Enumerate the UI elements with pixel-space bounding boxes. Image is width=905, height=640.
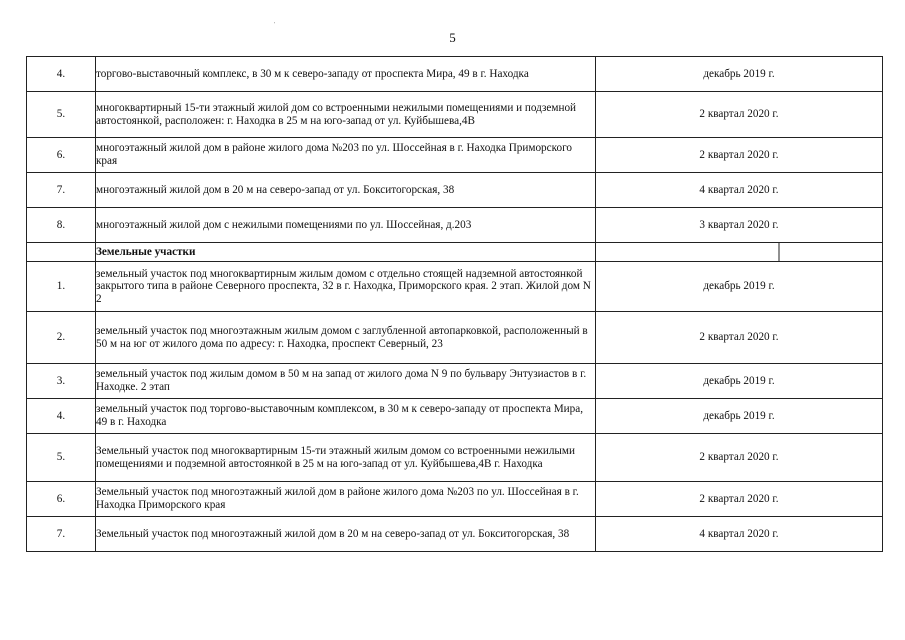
row-deadline: 2 квартал 2020 г. [596,92,883,138]
row-description: земельный участок под многоквартирным жилым домом с отдельно стоящей надземной автостоянкой закрытого типа в районе Северного проспекта, 32 в г. Находка, Приморского края. 2 этап. Жилой дом N 2 [96,262,596,312]
row-number: 5. [27,92,96,138]
row-number: 1. [27,262,96,312]
row-deadline: 2 квартал 2020 г. [596,434,883,482]
row-deadline: 2 квартал 2020 г. [596,312,883,364]
row-number: 8. [27,208,96,243]
table-row [27,208,883,243]
row-deadline: 4 квартал 2020 г. [596,517,883,552]
table-row [27,399,883,434]
row-number: 6. [27,138,96,173]
row-number: 4. [27,57,96,92]
table-row [27,138,883,173]
row-number: 6. [27,482,96,517]
row-deadline: декабрь 2019 г. [596,57,883,92]
table-row [27,92,883,138]
row-number: 4. [27,399,96,434]
table-row [27,517,883,552]
row-deadline: 2 квартал 2020 г. [596,138,883,173]
row-description: земельный участок под жилым домом в 50 м на запад от жилого дома N 9 по бульвару Энтузиастов в г. Находке. 2 этап [96,364,596,399]
section-header-row [27,243,883,262]
row-description: Земельный участок под многоэтажный жилой дом в районе жилого дома №203 по ул. Шоссейная в г. Находка Приморского края [96,482,596,517]
table-row [27,173,883,208]
row-description: земельный участок под торгово-выставочным комплексом, в 30 м к северо-западу от проспекта Мира, 49 в г. Находка [96,399,596,434]
row-deadline: 2 квартал 2020 г. [596,482,883,517]
row-number: 2. [27,312,96,364]
row-deadline: декабрь 2019 г. [596,399,883,434]
row-description: многоэтажный жилой дом в 20 м на северо-запад от ул. Бокситогорская, 38 [96,173,596,208]
row-number: 5. [27,434,96,482]
row-description: многоквартирный 15-ти этажный жилой дом со встроенными нежилыми помещениями и подземной автостоянкой, расположен: г. Находка в 25 м на юго-запад от ул. Куйбышева,4В [96,92,596,138]
table-row [27,482,883,517]
schedule-table [26,56,883,552]
row-description: Земельный участок под многоэтажный жилой дом в 20 м на северо-запад от ул. Бокситогорская, 38 [96,517,596,552]
row-description: торгово-выставочный комплекс, в 30 м к северо-западу от проспекта Мира, 49 в г. Находка [96,57,596,92]
row-deadline: декабрь 2019 г. [596,364,883,399]
scan-speck: ' [274,22,276,28]
row-description: земельный участок под многоэтажным жилым домом с заглубленной автопарковкой, расположенный в 50 м на юг от жилого дома по адресу: г. Находка, проспект Северный, 23 [96,312,596,364]
row-description: Земельный участок под многоквартирным 15-ти этажный жилым домом со встроенными нежилыми помещениями и подземной автостоянкой в 25 м на юго-запад от ул. Куйбышева,4В г. Находка [96,434,596,482]
row-number: 3. [27,364,96,399]
table-row [27,57,883,92]
row-deadline: декабрь 2019 г. [596,262,883,312]
row-description: многоэтажный жилой дом с нежилыми помещениями по ул. Шоссейная, д.203 [96,208,596,243]
table-row [27,312,883,364]
table-row [27,364,883,399]
table-row [27,262,883,312]
table-row [27,434,883,482]
row-deadline: 3 квартал 2020 г. [596,208,883,243]
section-title: Земельные участки [96,243,596,262]
row-description: многоэтажный жилой дом в районе жилого дома №203 по ул. Шоссейная в г. Находка Приморского края [96,138,596,173]
page-number: 5 [449,30,456,45]
row-deadline: 4 квартал 2020 г. [596,173,883,208]
row-number: 7. [27,173,96,208]
row-number: 7. [27,517,96,552]
